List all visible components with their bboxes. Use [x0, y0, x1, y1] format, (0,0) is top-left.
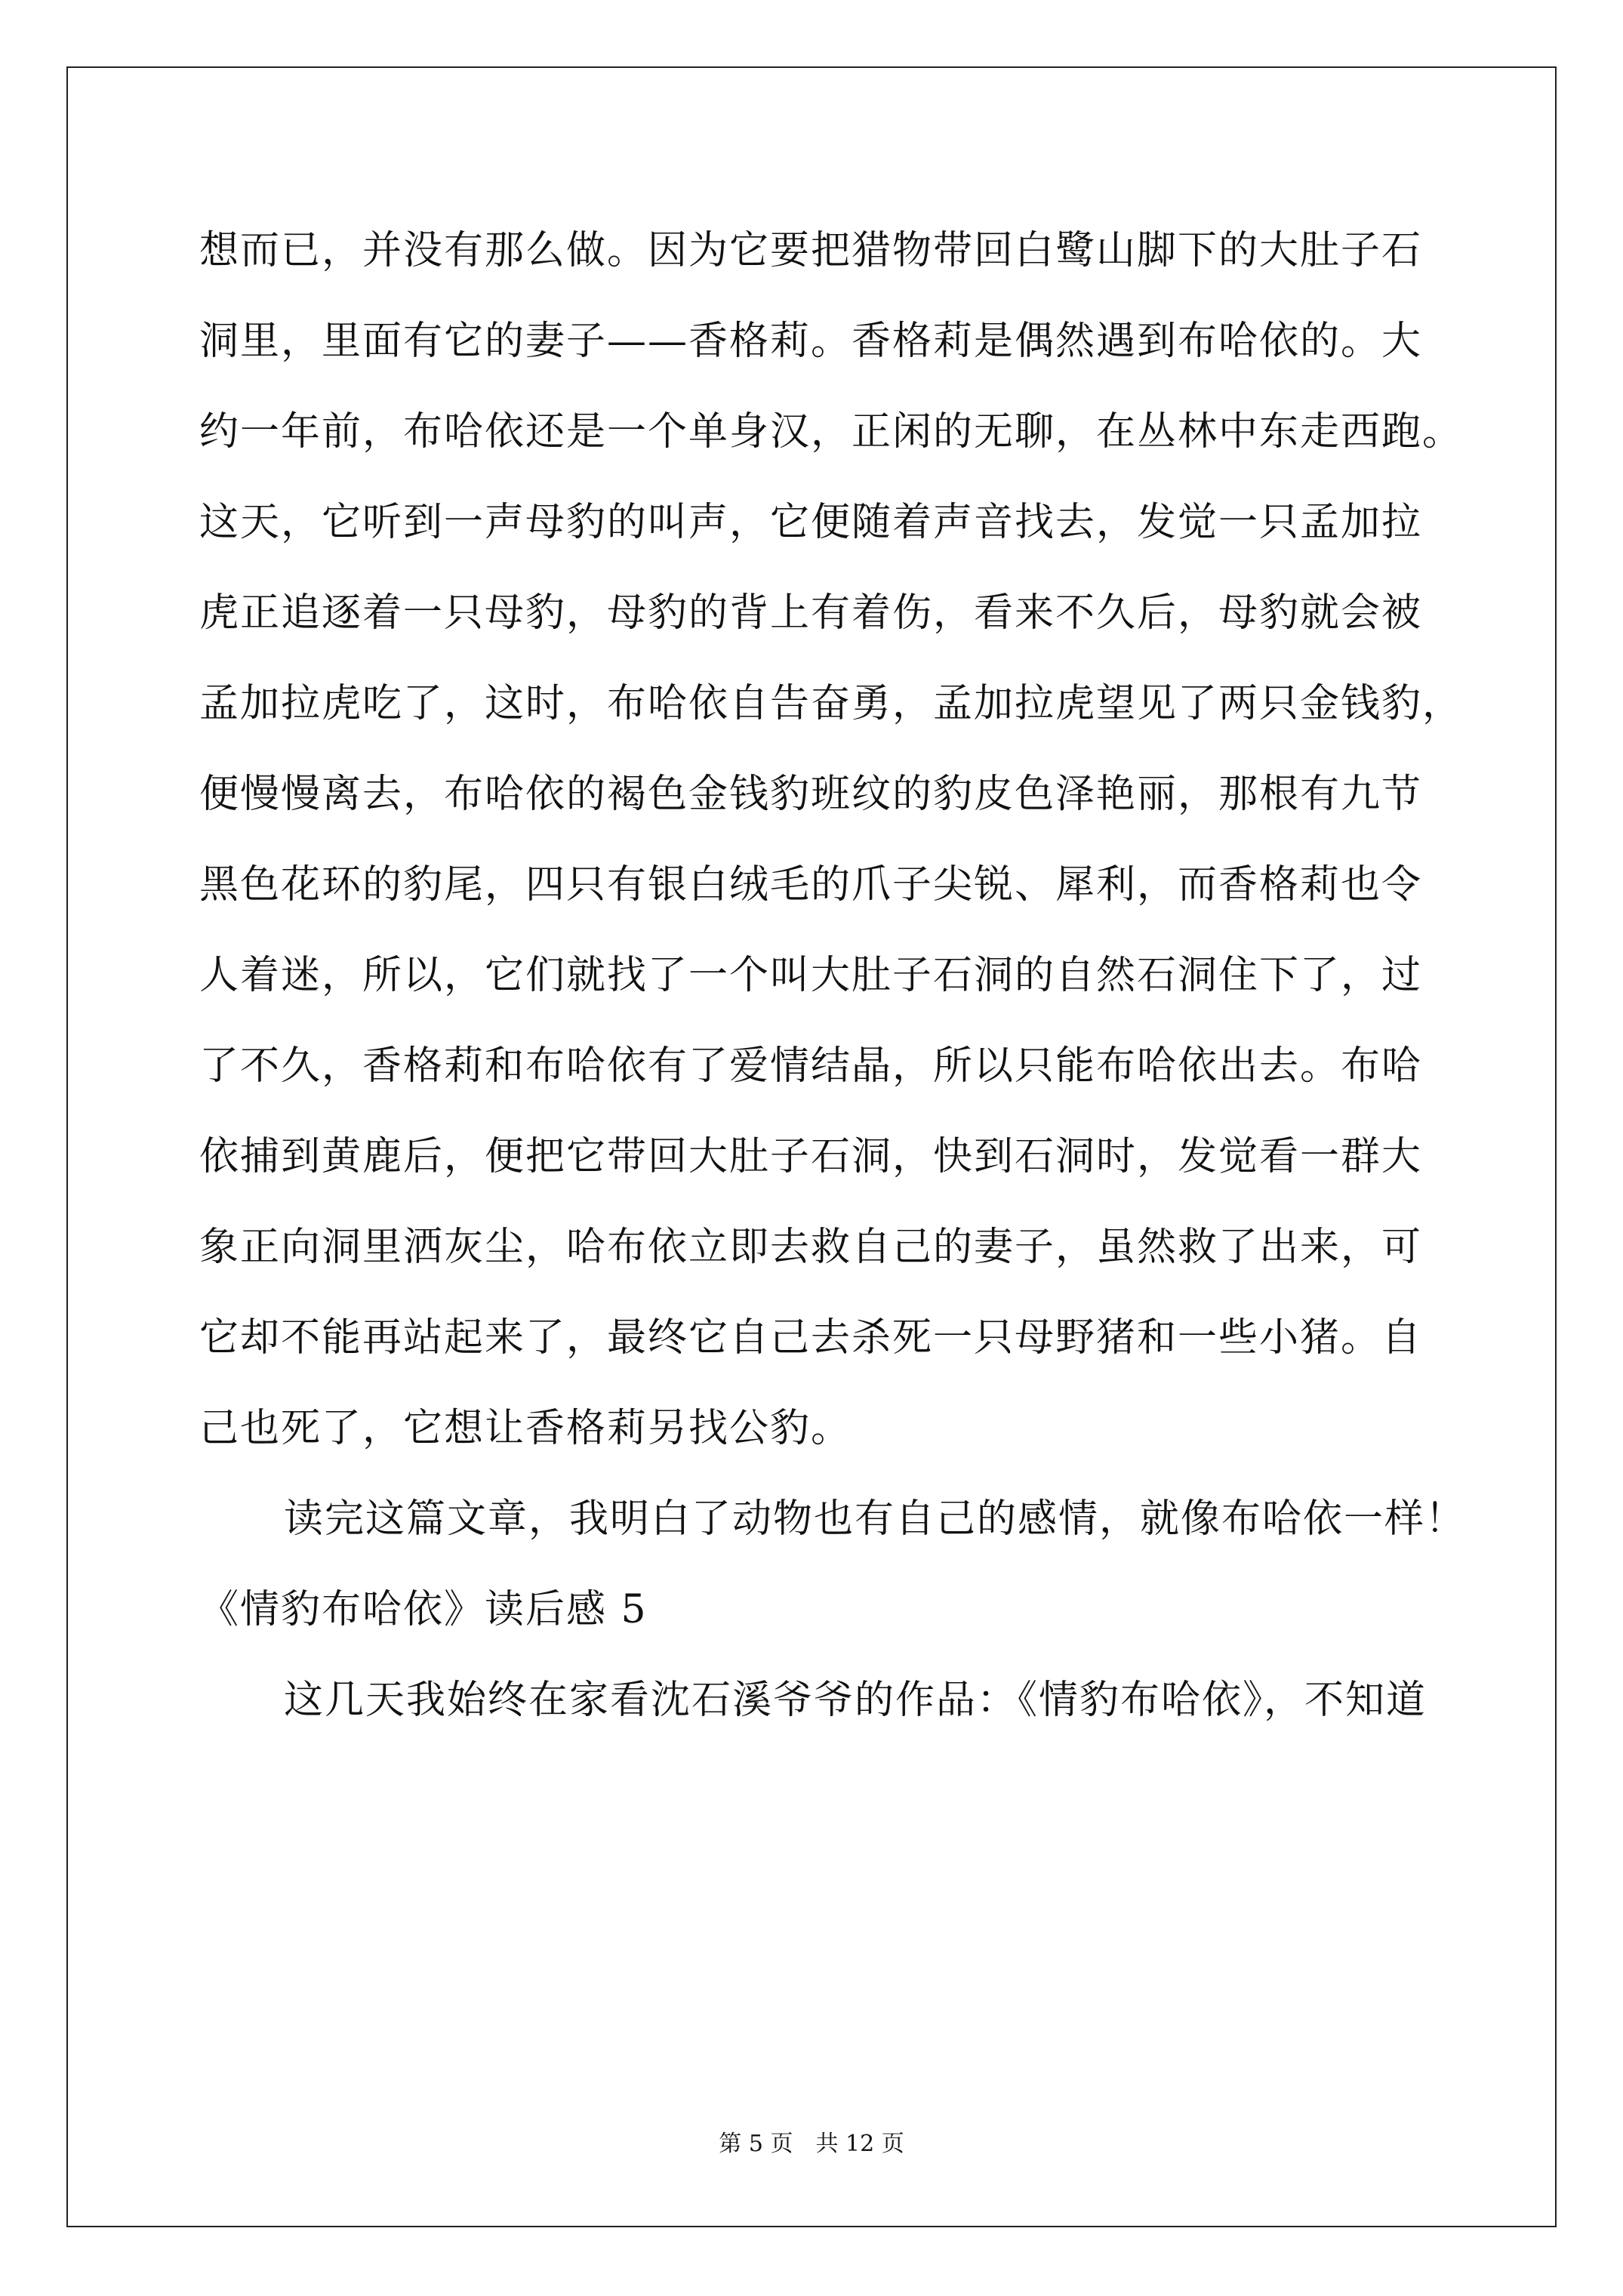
text-line: 约一年前，布哈依还是一个单身汉，正闲的无聊，在丛林中东走西跑。	[199, 409, 1464, 455]
text-line: 它却不能再站起来了，最终它自己去杀死一只母野猪和一些小猪。自	[199, 1315, 1423, 1361]
text-line: 了不久，香格莉和布哈依有了爱情结晶，所以只能布哈依出去。布哈	[199, 1043, 1423, 1089]
text-line: 虎正追逐着一只母豹，母豹的背上有着伤，看来不久后，母豹就会被	[199, 590, 1423, 636]
paragraph-first-line: 读完这篇文章，我明白了动物也有自己的感情，就像布哈依一样！	[284, 1496, 1467, 1542]
text-line: 己也死了，它想让香格莉另找公豹。	[199, 1406, 852, 1451]
text-line: 便慢慢离去，布哈依的褐色金钱豹班纹的豹皮色泽艳丽，那根有九节	[199, 772, 1423, 817]
body-text	[199, 205, 1467, 1746]
paragraph-first-line: 这几天我始终在家看沈石溪爷爷的作品：《情豹布哈依》，不知道	[284, 1678, 1427, 1723]
text-line: 洞里，里面有它的妻子——香格莉。香格莉是偶然遇到布哈依的。大	[199, 319, 1423, 364]
text-line: 象正向洞里洒灰尘，哈布依立即去救自己的妻子，虽然救了出来，可	[199, 1225, 1423, 1270]
text-line: 黑色花环的豹尾，四只有银白绒毛的爪子尖锐、犀利，而香格莉也令	[199, 862, 1423, 908]
text-line: 这天，它听到一声母豹的叫声，它便随着声音找去，发觉一只孟加拉	[199, 500, 1423, 545]
page-number-footer: 第 5 页 共 12 页	[719, 2131, 904, 2157]
text-line: 依捕到黄鹿后，便把它带回大肚子石洞，快到石洞时，发觉看一群大	[199, 1134, 1423, 1179]
section-heading: 《情豹布哈依》读后感 5	[199, 1587, 648, 1632]
text-line: 人着迷，所以，它们就找了一个叫大肚子石洞的自然石洞住下了，过	[199, 953, 1423, 998]
text-line: 孟加拉虎吃了，这时，布哈依自告奋勇，孟加拉虎望见了两只金钱豹，	[199, 681, 1464, 726]
text-line: 想而已，并没有那么做。因为它要把猎物带回白鹭山脚下的大肚子石	[199, 228, 1423, 273]
